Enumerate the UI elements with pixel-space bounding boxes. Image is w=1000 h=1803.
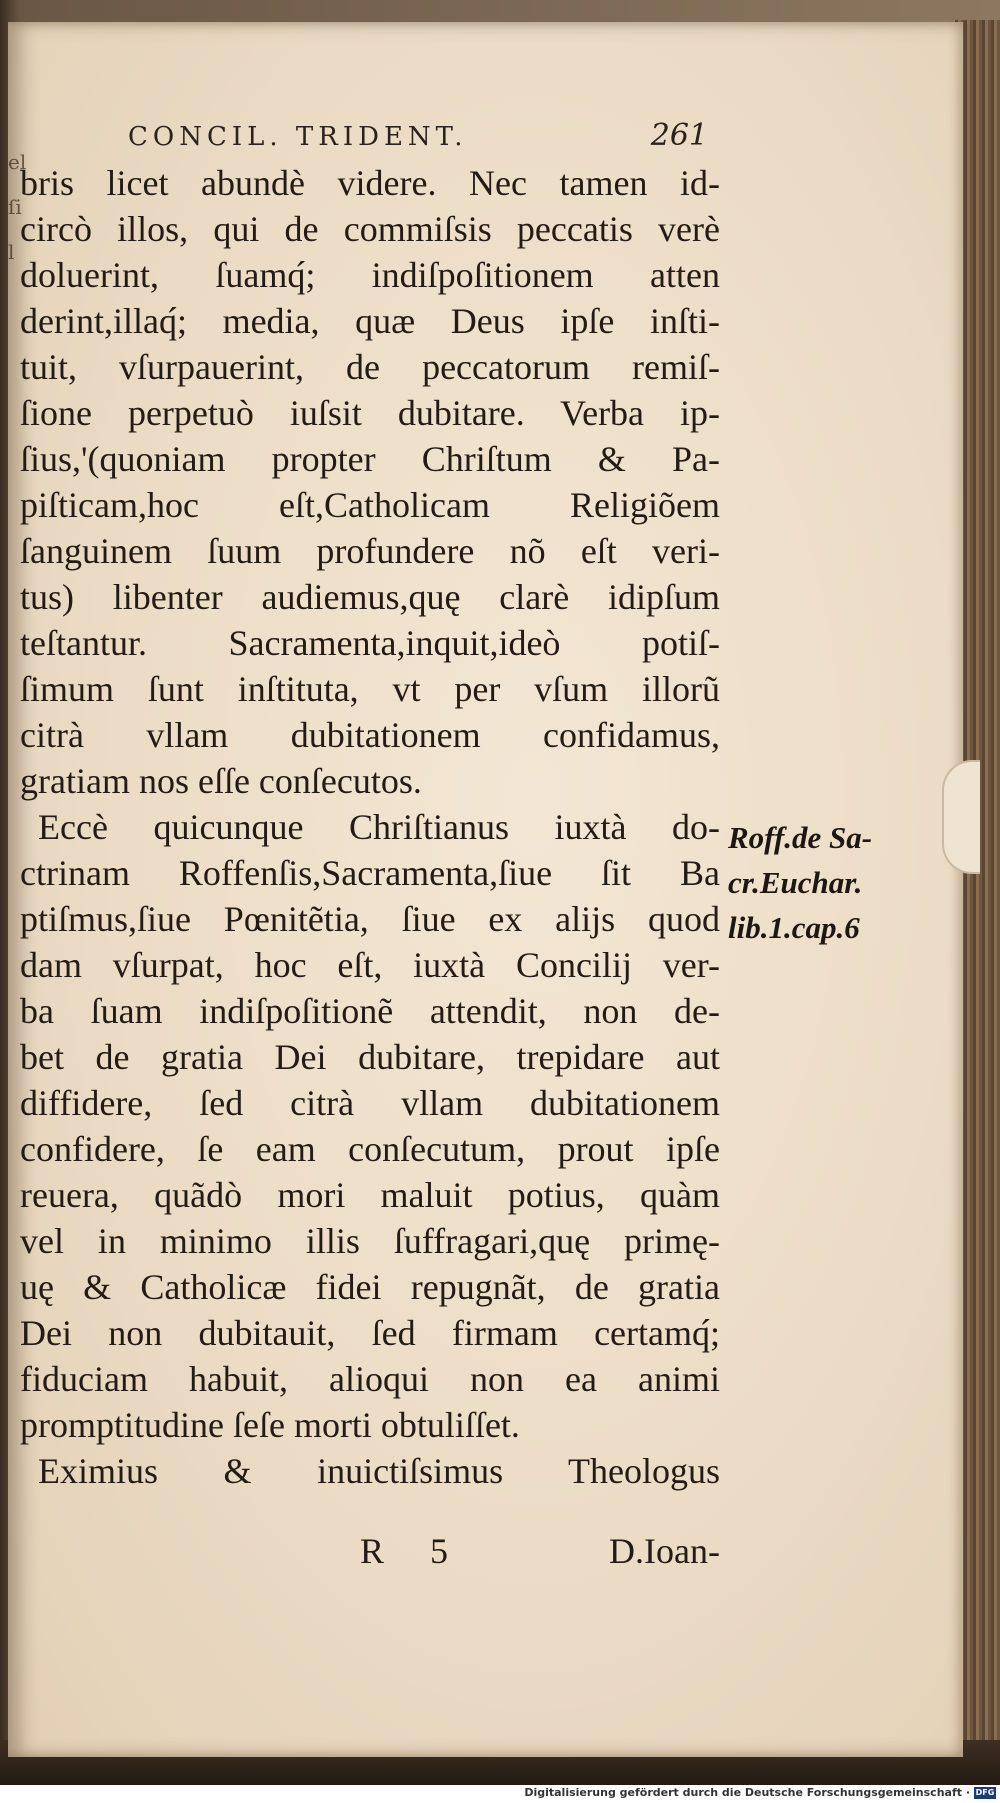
running-title: CONCIL. TRIDENT. bbox=[128, 122, 468, 152]
text-line: vel in minimo illis ſuffragari,quę primę- bbox=[20, 1221, 720, 1261]
text-line: Eccè quicunque Chriſtianus iuxtà do- bbox=[38, 807, 720, 847]
text-line: ſanguinem ſuum profundere nõ eſt veri- bbox=[20, 531, 720, 571]
text-line: ba ſuam indiſpoſitionẽ attendit, non de- bbox=[20, 991, 720, 1031]
page-header bbox=[128, 118, 708, 158]
signature-number: 5 bbox=[430, 1531, 448, 1571]
gutter-fragment: l bbox=[8, 240, 15, 264]
text-line: ſimum ſunt inſtituta, vt per vſum illorũ bbox=[20, 669, 720, 709]
text-line: dam vſurpat, hoc eſt, iuxtà Concilij ver- bbox=[20, 945, 720, 985]
footer-credit: Digitalisierung gefördert durch die Deutsche Forschungsgemeinschaft · bbox=[524, 1786, 970, 1799]
bookmark-tab bbox=[942, 760, 980, 874]
marginal-note-line: cr.Euchar. bbox=[728, 865, 863, 900]
text-line: Dei non dubitauit, ſed firmam certamq́; bbox=[20, 1313, 720, 1353]
text-line: ptiſmus,ſiue Pœnitẽtia, ſiue ex alijs quod bbox=[20, 899, 720, 939]
text-line: derint,illaq́; media, quæ Deus ipſe inſti- bbox=[20, 301, 720, 341]
text-line: Eximius & inuictiſsimus Theologus bbox=[38, 1451, 720, 1491]
text-line: promptitudine ſeſe morti obtuliſſet. bbox=[20, 1405, 520, 1445]
text-line: confidere, ſe eam conſecutum, prout ipſe bbox=[20, 1129, 720, 1169]
text-line: bet de gratia Dei dubitare, trepidare aut bbox=[20, 1037, 720, 1077]
dfg-logo: DFG bbox=[975, 1788, 995, 1797]
text-line: fiduciam habuit, alioqui non ea animi bbox=[20, 1359, 720, 1399]
marginal-note-line: Roff.de Sa- bbox=[728, 820, 873, 855]
text-line: tus) libenter audiemus,quę clarè idipſum bbox=[20, 577, 720, 617]
gutter-fragment: ſi bbox=[8, 195, 22, 219]
text-line: uę & Catholicæ fidei repugnãt, de gratia bbox=[20, 1267, 720, 1307]
marginal-note-line: lib.1.cap.6 bbox=[728, 910, 860, 945]
text-line: circò illos, qui de commiſsis peccatis verè bbox=[20, 209, 720, 249]
text-line: diffidere, ſed citrà vllam dubitationem bbox=[20, 1083, 720, 1123]
text-line: gratiam nos eſſe conſecutos. bbox=[20, 761, 422, 801]
body-text bbox=[20, 160, 720, 1494]
marginal-note bbox=[728, 815, 908, 950]
gutter-fragment: el bbox=[8, 150, 27, 174]
text-line: doluerint, ſuamq́; indiſpoſitionem atten bbox=[20, 255, 720, 295]
text-line: teſtantur. Sacramenta,inquit,ideò potiſ- bbox=[20, 623, 720, 663]
catchwords-line bbox=[360, 1530, 720, 1576]
text-line: bris licet abundè videre. Nec tamen id- bbox=[20, 163, 720, 203]
signature-mark: R bbox=[360, 1531, 385, 1571]
text-line: piſticam,hoc eſt,Catholicam Religiõem bbox=[20, 485, 720, 525]
digitization-footer bbox=[0, 1785, 1000, 1803]
text-line: citrà vllam dubitationem confidamus, bbox=[20, 715, 720, 755]
catchword: D.Ioan- bbox=[609, 1531, 720, 1571]
text-line: reuera, quãdò mori maluit potius, quàm bbox=[20, 1175, 720, 1215]
text-line: tuit, vſurpauerint, de peccatorum remiſ- bbox=[20, 347, 720, 387]
page-number: 261 bbox=[650, 118, 708, 153]
text-line: ſius,'(quoniam propter Chriſtum & Pa- bbox=[20, 439, 720, 479]
text-line: ſione perpetuò iuſsit dubitare. Verba ip- bbox=[20, 393, 720, 433]
text-line: ctrinam Roffenſis,Sacramenta,ſiue ſit Ba bbox=[20, 853, 720, 893]
